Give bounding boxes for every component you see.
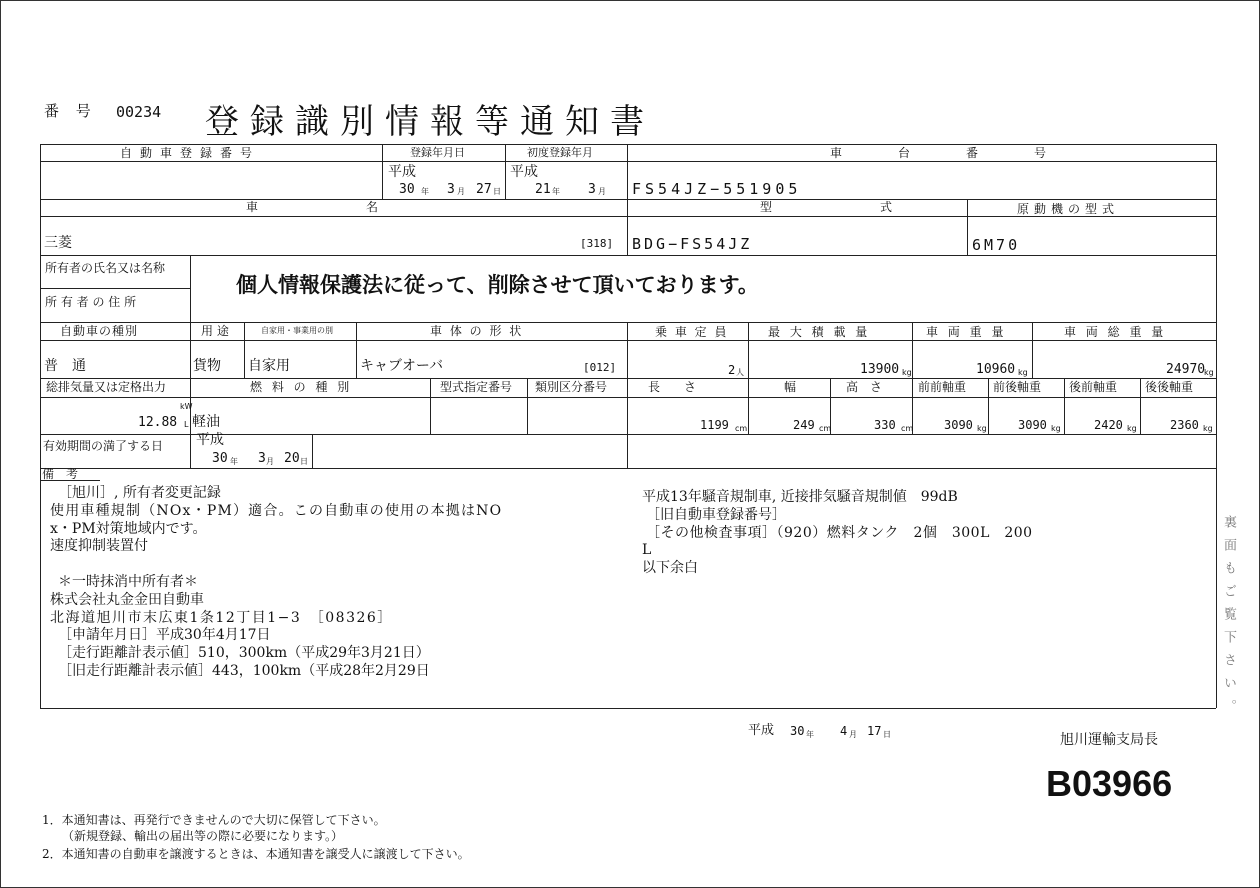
grid-line	[40, 144, 1216, 145]
grid-line	[748, 322, 749, 378]
rr-axle-value: 2360	[1170, 418, 1199, 432]
remarks-line: ［旧走行距離計表示値］443，100km（平成28年2月29日	[58, 662, 430, 679]
unit-month: 月	[457, 187, 465, 196]
owner-address-label: 所 有 者 の 住 所	[45, 295, 137, 309]
weight-label: 車 両 重 量	[926, 325, 1007, 339]
kg-unit: kg	[1051, 424, 1061, 433]
displacement-label: 総排気量又は定格出力	[46, 380, 167, 394]
rf-axle-label: 後前軸重	[1069, 380, 1118, 394]
fr-axle-label: 前後軸重	[993, 380, 1042, 394]
unit-day: 日	[493, 187, 501, 196]
first-reg-year: 21	[535, 182, 551, 197]
kg-unit: kg	[1204, 368, 1214, 377]
issue-month: 4	[840, 724, 848, 738]
grid-line	[40, 199, 1216, 200]
grid-line	[40, 468, 1216, 469]
first-reg-label: 初度登録年月	[527, 146, 593, 159]
grid-line	[312, 434, 313, 468]
remarks-right	[642, 489, 1033, 578]
unit-day: 日	[300, 457, 308, 466]
remarks-label: 備 考	[42, 467, 79, 481]
remarks-line: 以下余白	[642, 560, 698, 577]
owner-name-label: 所有者の氏名又は名称	[45, 261, 166, 275]
reg-year: 30	[399, 182, 415, 197]
engine-value: 6M70	[972, 236, 1021, 254]
grid-line	[244, 322, 245, 378]
first-reg-month: 3	[588, 182, 596, 197]
reg-date-label: 登録年月日	[410, 146, 465, 159]
grid-line	[988, 378, 989, 434]
grid-line	[912, 322, 913, 378]
issue-era: 平成	[748, 723, 775, 738]
kg-unit: kg	[1203, 424, 1213, 433]
engine-label: 原動機の型式	[1017, 202, 1120, 216]
capacity-label: 乗 車 定 員	[655, 325, 729, 339]
reg-era: 平成	[388, 164, 416, 180]
body-label: 車 体 の 形 状	[430, 324, 524, 338]
remarks-line: 北海道旭川市末広東1条12丁目1−3 ［08326］	[50, 609, 393, 626]
type-designation-label: 型式指定番号	[440, 380, 513, 394]
expiry-year: 30	[212, 451, 228, 466]
cm-unit: cm	[819, 424, 832, 433]
model-value: BDG−FS54JZ	[632, 235, 753, 253]
remarks-line: ［走行距離計表示値］510，300km（平成29年3月21日）	[58, 645, 430, 662]
fuel-value: 軽油	[192, 414, 220, 430]
privacy-notice: 個人情報保護法に従って、削除させて頂いております。	[236, 273, 759, 297]
fr-axle-value: 3090	[1018, 418, 1047, 432]
maker-code: [318]	[580, 237, 614, 250]
number-label: 番 号	[44, 102, 97, 120]
remarks-line: ［旧自動車登録番号］	[646, 506, 786, 523]
remarks-line	[50, 556, 502, 574]
expiry-day: 20	[284, 451, 300, 466]
kind-value: 普 通	[44, 358, 86, 374]
kg-unit: kg	[902, 368, 912, 377]
unit-year: 年	[421, 187, 429, 196]
grid-line	[40, 288, 190, 289]
max-load-value: 13900	[860, 362, 900, 377]
grid-line	[40, 144, 41, 708]
footer-note-1: 1．本通知書は、再発行できませんので大切に保管して下さい。	[42, 813, 386, 827]
grid-line	[190, 255, 191, 378]
grid-line	[356, 322, 357, 378]
grid-line	[1064, 378, 1065, 434]
footer-note-1b: （新規登録、輸出の届出等の際に必要になります。）	[62, 829, 344, 843]
grid-line	[40, 397, 1216, 398]
remarks-line: 使用車種規制（NOx・PM）適合。この自動車の使用の本拠はNO	[50, 502, 503, 519]
grid-line	[627, 322, 628, 468]
length-label: 長 さ	[648, 380, 697, 394]
gross-value: 24970	[1166, 362, 1206, 377]
kg-unit: kg	[1018, 368, 1028, 377]
expiry-era: 平成	[196, 432, 224, 448]
remarks-line: 平成13年騒音規制車, 近接排気騒音規制値 99dB	[642, 489, 958, 505]
grid-line	[40, 708, 1216, 709]
kw-unit: kW	[180, 402, 193, 411]
grid-line	[40, 216, 1216, 217]
kg-unit: kg	[1127, 424, 1137, 433]
unit-year: 年	[230, 457, 238, 466]
remarks-line: L	[642, 542, 652, 559]
remarks-line: x・PM対策地域内です。	[50, 520, 207, 537]
weight-value: 10960	[976, 362, 1016, 377]
remarks-line: 速度抑制装置付	[50, 538, 148, 555]
car-name: 三菱	[44, 235, 72, 251]
reg-no-label: 自動車登録番号	[120, 146, 261, 160]
width-value: 249	[793, 418, 815, 432]
capacity-value: 2	[728, 363, 736, 377]
remarks-line: 株式会社丸金金田自動車	[50, 591, 204, 608]
issue-year: 30	[790, 724, 805, 738]
remarks-line: ［申請年月日］平成30年4月17日	[58, 627, 271, 644]
grid-line	[40, 378, 1216, 379]
grid-line	[627, 144, 628, 255]
expiry-month: 3	[258, 451, 266, 466]
displacement-value: 12.88	[138, 415, 178, 430]
grid-line	[1140, 378, 1141, 434]
reg-month: 3	[447, 182, 455, 197]
cm-unit: cm	[735, 424, 748, 433]
stamp-code: B03966	[1046, 763, 1173, 804]
body-value: キャブオーバ	[360, 358, 444, 374]
private-label: 自家用・事業用の別	[261, 326, 333, 335]
cm-unit: cm	[901, 424, 914, 433]
remarks-line: ＊一時抹消中所有者＊	[58, 573, 198, 590]
side-note: 裏面もご覧下さい。	[1221, 515, 1236, 722]
grid-line	[40, 340, 1216, 341]
grid-line	[1216, 144, 1217, 708]
remarks-line: ［旭川］, 所有者変更記録	[58, 485, 221, 501]
grid-line	[40, 322, 1216, 323]
grid-line	[967, 199, 968, 255]
grid-line	[748, 378, 749, 434]
footer-note-2: 2．本通知書の自動車を譲渡するときは、本通知書を譲受人に譲渡して下さい。	[42, 847, 470, 861]
unit-year: 年	[552, 187, 560, 196]
grid-line	[1032, 322, 1033, 378]
capacity-unit: 人	[736, 368, 744, 377]
ff-axle-value: 3090	[944, 418, 973, 432]
grid-line	[40, 161, 1216, 162]
rr-axle-label: 後後軸重	[1145, 380, 1194, 394]
rf-axle-value: 2420	[1094, 418, 1123, 432]
number-value: 00234	[116, 103, 162, 121]
grid-line	[40, 255, 1216, 256]
unit-year: 年	[806, 730, 814, 739]
grid-line	[190, 378, 191, 468]
unit-month: 月	[598, 187, 606, 196]
ff-axle-label: 前前軸重	[918, 380, 967, 394]
remarks-line: ［その他検査事項］（920）燃料タンク 2個 300L 200	[646, 524, 1033, 541]
max-load-label: 最 大 積 載 量	[768, 325, 871, 339]
unit-day: 日	[883, 730, 891, 739]
model-label: 型 式	[760, 200, 893, 214]
height-label: 高 さ	[846, 380, 883, 394]
reg-day: 27	[476, 182, 492, 197]
private-value: 自家用	[248, 358, 290, 374]
issuer: 旭川運輸支局長	[1060, 732, 1158, 748]
issue-day: 17	[867, 724, 882, 738]
grid-line	[382, 144, 383, 199]
gross-label: 車 両 総 重 量	[1064, 325, 1167, 339]
use-label: 用 途	[201, 324, 229, 338]
document-title: 登録識別情報等通知書	[205, 102, 655, 142]
kind-label: 自動車の種別	[60, 324, 139, 338]
body-code: [012]	[583, 361, 617, 374]
grid-line	[505, 144, 506, 199]
first-reg-era: 平成	[510, 164, 538, 180]
use-value: 貨物	[193, 358, 221, 374]
kg-unit: kg	[977, 424, 987, 433]
height-value: 330	[874, 418, 896, 432]
unit-month: 月	[849, 730, 857, 739]
l-unit: L	[184, 420, 189, 429]
grid-line	[430, 378, 431, 434]
remarks-left	[50, 485, 502, 681]
width-label: 幅	[784, 380, 797, 394]
grid-line	[527, 378, 528, 434]
unit-month: 月	[266, 457, 274, 466]
expiry-label: 有効期間の満了する日	[43, 439, 164, 453]
car-name-label: 車 名	[246, 200, 379, 214]
category-label: 類別区分番号	[535, 380, 608, 394]
length-value: 1199	[700, 418, 729, 432]
chassis-value: FS54JZ−551905	[632, 180, 802, 198]
fuel-label: 燃 料 の 種 別	[250, 380, 353, 394]
chassis-label: 車台番号	[830, 146, 1103, 160]
